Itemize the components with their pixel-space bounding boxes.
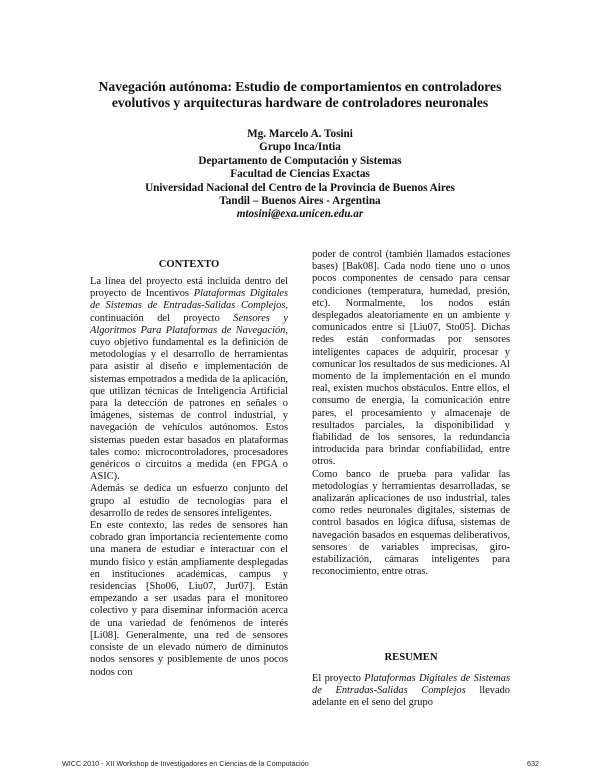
right-paragraph-2: Como banco de prueba para validar las metodologías y herramientas desarrolladas, se analizarán aplicaciones de uso industrial, tales como redes neuronales digitales, sistemas de control basados en lógica difusa, sistemas de navegación basados en esquemas deliberativos, sensores de variables imprecisas, giro-estabilización, cámaras inteligentes para reconocimiento, entre otras. (312, 468, 510, 578)
paper-title (60, 79, 540, 111)
title-line-2: evolutivos y arquitecturas hardware de controladores neuronales (111, 95, 489, 110)
author-block (60, 128, 540, 222)
resumen-column (312, 673, 510, 710)
footer-text: WICC 2010 - XII Workshop de Investigadores en Ciencias de la Computación (62, 759, 309, 768)
author-location: Tandil – Buenos Aires - Argentina (219, 195, 381, 208)
text-run: , cuyo objetivo fundamental es la definición de metodologías y el desarrollo de herramientas para asistir al diseño e implementación de sistemas empotrados a medida de la aplicación, que utilizan técnicas de Inteligencia Artificial para la detección de patrones en señales o imágenes, sistemas de control industrial, y navegación de vehículos autónomos. Estos sistemas pueden estar basados en plataformas tales como: microcontroladores, procesadores genéricos o circuitos a medida (en FPGA o ASIC). (90, 324, 288, 483)
text-run: continuación del proyecto (90, 312, 234, 324)
title-line-1: Navegación autónoma: Estudio de comportamientos en controladores (98, 79, 502, 94)
contexto-paragraph-3: En este contexto, las redes de sensores han cobrado gran importancia recientemente como una manera de estudiar e interactuar con el mundo físico y están ampliamente desplegadas en instituciones académicas, campus y residencias [Sho06, Liu07, Jur07]. Están empezando a ser usadas para el monitoreo colectivo y para diseminar información acerca de una variedad de fenómenos de interés [Li08]. Generalmente, una red de sensores consiste de un elevado número de diminutos nodos sensores y posiblemente de unos pocos nodos con (90, 520, 288, 678)
text-run: El proyecto (312, 673, 365, 684)
left-column (90, 276, 288, 679)
section-heading-contexto: CONTEXTO (158, 259, 220, 270)
right-paragraph-1: poder de control (también llamados estaciones bases) [Bak08]. Cada nodo tiene uno o unos pocos componentes de censado para censar condiciones (temperatura, humedad, presión, etc). Normalmente, los nodos están desplegados aleatoriamente en un ambiente y comunicados entre sí [Liu07, Sto05]. Dichas redes están conformadas por sensores inteligentes capaces de adquirir, procesar y comunicar los resultados de sus mediciones. Al momento de la implementación en el mundo real, existen muchos obstáculos. Entre ellos, el consumo de energía, la comunicación entre pares, el procesamiento y almacenaje de resultados parciales, la disponibilidad y fiabilidad de los sensores, la redundancia introducida para brindar confiabilidad, entre otros. (312, 249, 510, 468)
page-number: 632 (527, 759, 539, 768)
author-name: Mg. Marcelo A. Tosini (247, 128, 353, 140)
contexto-paragraph-1 (90, 276, 288, 483)
author-department: Departamento de Computación y Sistemas (198, 154, 402, 167)
section-heading-resumen: RESUMEN (384, 652, 438, 663)
author-university: Universidad Nacional del Centro de la Provincia de Buenos Aires (145, 181, 455, 194)
italic-project-name: Sensores y Algoritmos Para Plataformas de Navegación (90, 312, 288, 336)
author-faculty: Facultad de Ciencias Exactas (230, 168, 370, 181)
right-column (312, 249, 510, 578)
contexto-paragraph-2: Además se dedica un esfuerzo conjunto del grupo al estudio de tecnologías para el desarrollo de redes de sensores inteligentes. (90, 483, 288, 519)
text-run: llevado adelante en el seno del grupo (312, 685, 510, 709)
resumen-paragraph-1 (312, 673, 510, 710)
text-run: La línea del proyecto está incluida dentro del proyecto de Incentivos (90, 276, 288, 300)
italic-project-name: Plataformas Digitales de Sistemas de Entradas-Salidas Complejos, (90, 288, 288, 312)
author-group: Grupo Inca/Intia (259, 141, 341, 154)
italic-project-name: Plataformas Digitales de Sistemas de Entradas-Salidas Complejos (312, 673, 511, 697)
author-email[interactable]: mtosini@exa.unicen.edu.ar (236, 208, 364, 221)
